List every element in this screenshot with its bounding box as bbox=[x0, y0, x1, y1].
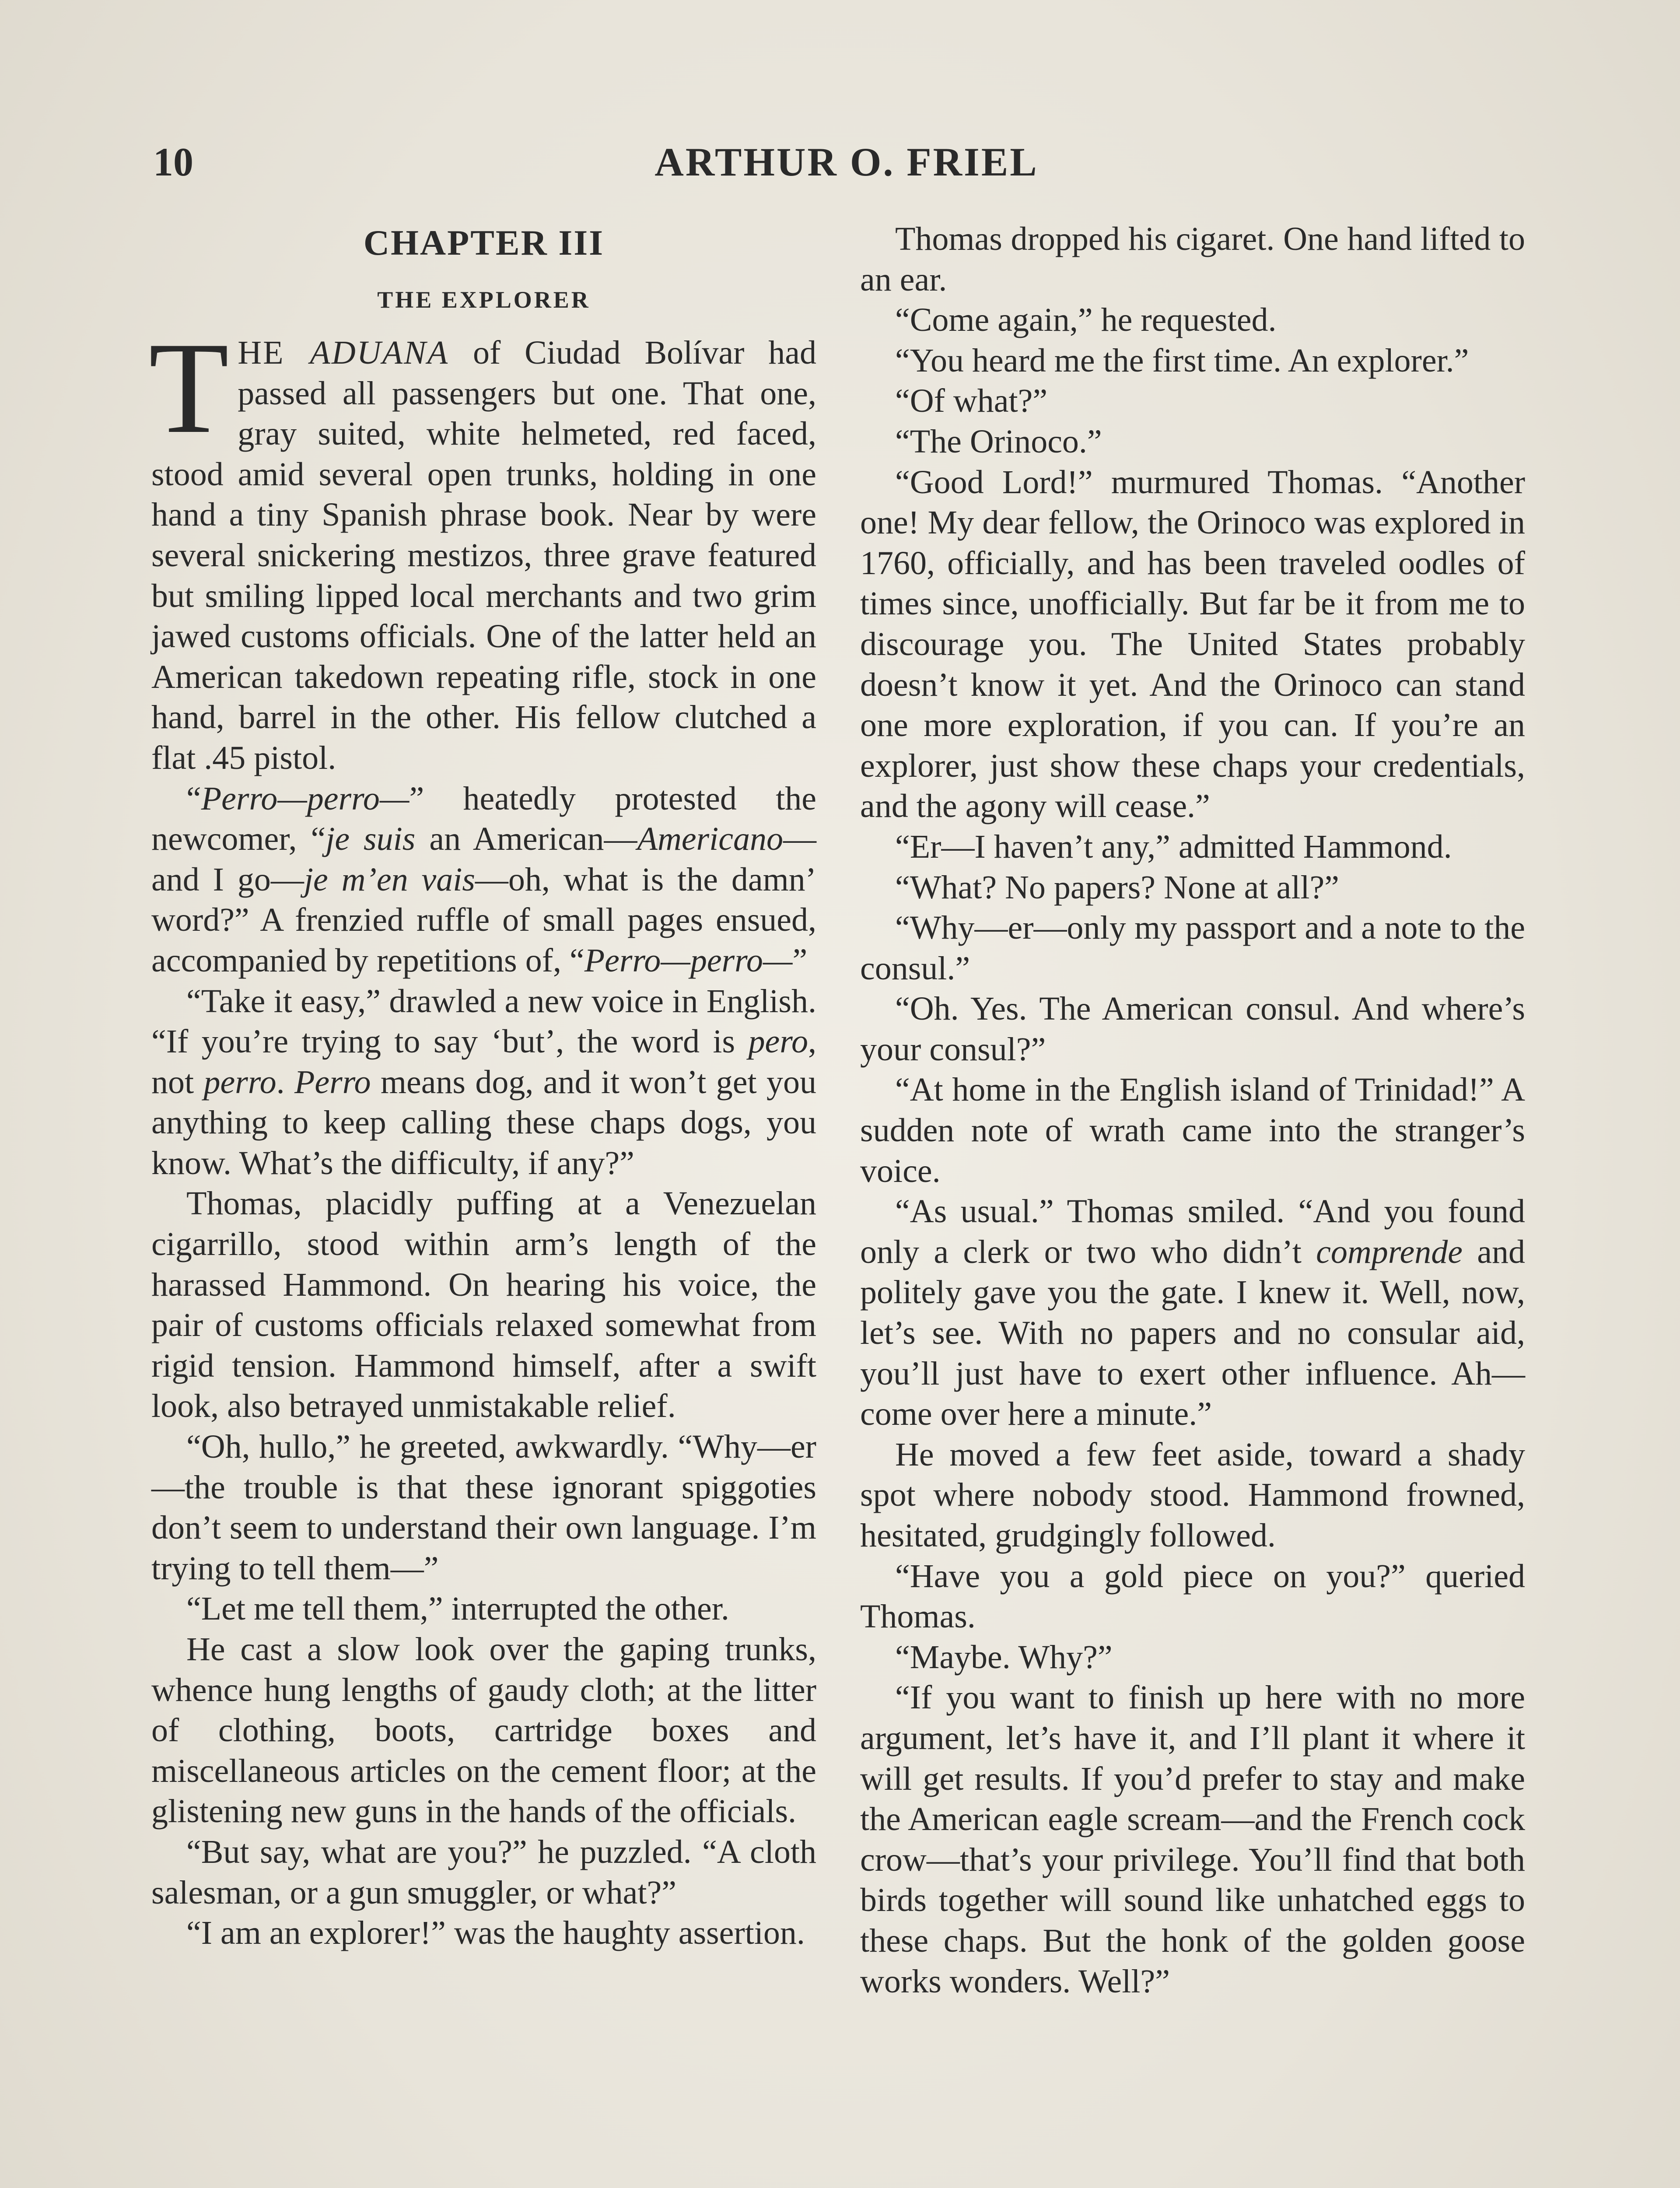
paragraph: “Of what?” bbox=[895, 382, 1048, 420]
running-title: ARTHUR O. FRIEL bbox=[654, 140, 1039, 184]
paragraph: Thomas dropped his cigaret. One hand lifted to an ear. bbox=[860, 221, 1525, 298]
paragraph: “The Orinoco.” bbox=[895, 423, 1102, 460]
paragraph: Thomas, placidly puffing at a Venezuelan cigarrillo, stood within arm’s length of the harassed Hammond. On hearing his voice, the pair of customs officials relaxed somewhat from rigid tension. Hammond himself, after a swift look, also betrayed unmistakable relief. bbox=[151, 1185, 816, 1425]
paragraph: He cast a slow look over the gaping trunks, whence hung lengths of gaudy cloth; at the litter of clothing, boots, cartridge boxes and miscellaneous articles on the cement floor; at the glistening new guns in the hands of the officials. bbox=[151, 1631, 816, 1830]
paragraph: “If you want to finish up here with no more argument, let’s have it, and I’ll plant it where it will get results. If you’d prefer to stay and make the American eagle scream—and the French cock crow—that’s your privilege. You’ll find that both birds together will sound like unhatched eggs to these chaps. But the honk of the golden goose works wonders. Well?” bbox=[860, 1679, 1525, 2000]
paragraph: “Perro—perro—” heatedly protested the newcomer, “je suis an American—Americano—and I go—je m’en vais—oh, what is the damn’ word?” A frenzied ruffle of small pages ensued, accompanied by repetitions of, “Perro—perro—” bbox=[151, 780, 816, 979]
paragraph: “Oh, hullo,” he greeted, awkwardly. “Why—er—the trouble is that these ignorant spiggoties don’t seem to understand their own language. I’m trying to tell them—” bbox=[151, 1428, 816, 1587]
paragraph: “At home in the English island of Trinidad!” A sudden note of wrath came into the stranger’s voice. bbox=[860, 1071, 1525, 1189]
paragraph: “Maybe. Why?” bbox=[895, 1638, 1113, 1676]
paragraph: “You heard me the first time. An explorer.” bbox=[895, 342, 1469, 379]
page-number: 10 bbox=[153, 140, 193, 184]
paragraph: THE ADUANA of Ciudad Bolívar had passed all passengers but one. That one, gray suited, white helmeted, red faced, stood amid several open trunks, holding in one hand a tiny Spanish phrase book. Near by were several snickering mestizos, three grave featured but smiling lipped local merchants and two grim jawed customs officials. One of the latter held an American takedown repeating rifle, stock in one hand, barrel in the other. His fellow clutched a flat .45 pistol. bbox=[149, 315, 816, 776]
paragraph: “Er—I haven’t any,” admitted Hammond. bbox=[895, 828, 1452, 865]
paragraph: “Why—er—only my passport and a note to the consul.” bbox=[860, 909, 1525, 987]
paragraph: “Come again,” he requested. bbox=[895, 302, 1277, 339]
paragraph: “What? No papers? None at all?” bbox=[895, 869, 1339, 906]
chapter-subtitle: THE EXPLORER bbox=[377, 287, 591, 313]
paragraph: “But say, what are you?” he puzzled. “A cloth salesman, or a gun smuggler, or what?” bbox=[151, 1833, 816, 1911]
paragraph: “Have you a gold piece on you?” queried Thomas. bbox=[860, 1557, 1525, 1635]
paragraph: “As usual.” Thomas smiled. “And you found only a clerk or two who didn’t comprende and politely gave you the gate. I knew it. Well, now, let’s see. With no papers and no consular aid, you’ll just have to exert other influence. Ah—come over here a minute.” bbox=[860, 1193, 1525, 1433]
paragraph: “Oh. Yes. The American consul. And where’s your consul?” bbox=[860, 990, 1525, 1068]
right-column bbox=[860, 219, 1525, 2002]
paragraph: He moved a few feet aside, toward a shady spot where nobody stood. Hammond frowned, hesitated, grudgingly followed. bbox=[860, 1436, 1525, 1554]
drop-cap: T bbox=[149, 315, 229, 460]
paragraph: “Good Lord!” murmured Thomas. “Another one! My dear fellow, the Orinoco was explored in 1760, officially, and has been traveled oodles of times since, unofficially. But far be it from me to discourage you. The United States probably doesn’t know it yet. And the Orinoco can stand one more exploration, if you can. If you’re an explorer, just show these chaps your credentials, and the agony will cease.” bbox=[860, 463, 1525, 825]
paragraph: “I am an explorer!” was the haughty assertion. bbox=[186, 1914, 805, 1952]
page-header bbox=[153, 131, 1540, 193]
left-column bbox=[151, 219, 816, 1953]
paragraph: “Take it easy,” drawled a new voice in English. “If you’re trying to say ‘but’, the word is pero, not perro. Perro means dog, and it won’t get you anything to keep calling these chaps dogs, you know. What’s the difficulty, if any?” bbox=[151, 982, 817, 1182]
chapter-title: CHAPTER III bbox=[363, 223, 605, 263]
paragraph: “Let me tell them,” interrupted the other. bbox=[186, 1590, 729, 1627]
